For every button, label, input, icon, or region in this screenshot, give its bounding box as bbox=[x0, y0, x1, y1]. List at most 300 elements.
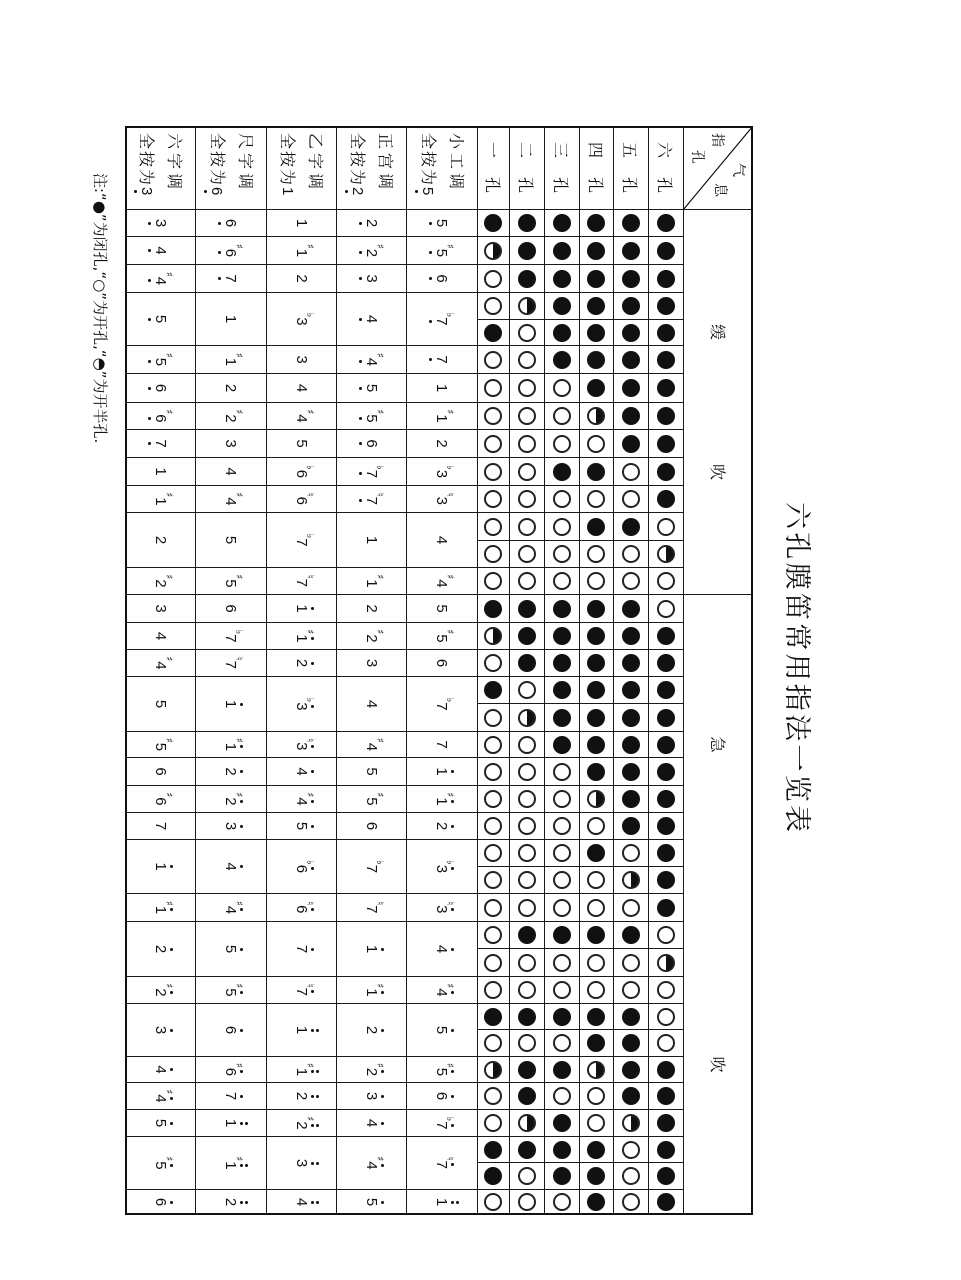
fingering-cell bbox=[648, 677, 683, 704]
note-value bbox=[294, 659, 309, 667]
hole-row-label bbox=[509, 126, 544, 210]
closed-hole-icon bbox=[485, 681, 503, 699]
key-row-label bbox=[266, 126, 336, 210]
note-digit: 3 bbox=[222, 439, 240, 448]
high-octave-dot bbox=[311, 1070, 314, 1073]
note-digit: 4 bbox=[224, 906, 239, 914]
fingering-cell bbox=[579, 595, 613, 623]
fingering-cell bbox=[544, 758, 579, 786]
note-value bbox=[222, 574, 245, 588]
closed-hole-icon bbox=[553, 736, 571, 754]
open-hole-icon bbox=[485, 871, 503, 889]
fingering-cell bbox=[613, 1004, 648, 1030]
low-octave-dot bbox=[148, 279, 151, 282]
high-octave-dot bbox=[452, 1201, 455, 1204]
open-hole-icon bbox=[485, 270, 503, 288]
accidental-sign: ♯ bbox=[304, 1062, 315, 1068]
high-octave-dot bbox=[311, 770, 314, 773]
accidental-sign: ♭ bbox=[374, 464, 385, 470]
closed-hole-icon bbox=[622, 1087, 640, 1105]
note-value bbox=[293, 792, 315, 806]
open-hole-icon bbox=[485, 351, 503, 369]
high-octave-dot bbox=[311, 1095, 314, 1098]
note-digit: 5 bbox=[153, 1161, 168, 1169]
closed-hole-icon bbox=[657, 435, 675, 453]
closed-hole-icon bbox=[588, 627, 606, 645]
fingering-cell bbox=[544, 1137, 579, 1163]
accidental-sign: ♯ bbox=[304, 1116, 315, 1122]
note-cell bbox=[336, 1190, 406, 1215]
key-base-note bbox=[133, 133, 161, 195]
fingering-cell bbox=[544, 403, 579, 430]
note-digit: 4 bbox=[222, 467, 240, 476]
note-value bbox=[435, 740, 450, 748]
high-octave-dot bbox=[381, 1070, 384, 1073]
closed-hole-icon bbox=[657, 242, 675, 260]
open-hole-icon bbox=[518, 518, 536, 536]
note-value bbox=[222, 629, 245, 643]
note-cell bbox=[195, 346, 266, 374]
note-value bbox=[224, 700, 239, 708]
note-value bbox=[435, 1092, 450, 1100]
note-value bbox=[224, 862, 239, 870]
closed-hole-icon bbox=[657, 627, 675, 645]
note-digit: 4 bbox=[363, 742, 380, 752]
note-digit: 2 bbox=[152, 579, 169, 588]
note-digit: 3 bbox=[364, 274, 379, 282]
note-digit: 1 bbox=[294, 634, 309, 642]
note-digit: 5 bbox=[153, 1119, 168, 1127]
open-hole-icon bbox=[485, 379, 503, 397]
note-value bbox=[293, 697, 315, 711]
note-value bbox=[363, 574, 385, 588]
note-cell bbox=[406, 210, 477, 237]
accidental-sign: ♯ bbox=[233, 900, 245, 906]
note-value bbox=[364, 945, 379, 953]
note-digit: 4 bbox=[293, 414, 310, 423]
note-value bbox=[363, 1062, 385, 1077]
note-cell bbox=[125, 677, 195, 732]
note-digit: 5 bbox=[293, 439, 310, 448]
note-digit: 6 bbox=[152, 797, 169, 806]
fingering-cell bbox=[613, 486, 648, 513]
note-digit: 1 bbox=[152, 467, 169, 476]
fingering-cell bbox=[477, 1057, 509, 1083]
fingering-cell bbox=[544, 650, 579, 677]
high-octave-dot bbox=[381, 1164, 384, 1167]
closed-hole-icon bbox=[518, 600, 536, 618]
low-octave-dot bbox=[430, 222, 433, 225]
half-hole-icon bbox=[485, 1061, 503, 1079]
fingering-cell bbox=[509, 867, 544, 894]
open-hole-icon bbox=[553, 817, 571, 835]
note-digit: 3 bbox=[364, 1092, 379, 1100]
note-value bbox=[153, 439, 168, 447]
open-hole-icon bbox=[518, 954, 536, 972]
closed-hole-icon bbox=[588, 270, 606, 288]
high-octave-dot bbox=[316, 1070, 319, 1073]
fingering-cell bbox=[648, 1137, 683, 1163]
fingering-cell bbox=[648, 1030, 683, 1057]
note-digit: 2 bbox=[364, 219, 379, 227]
fingering-cell bbox=[509, 1163, 544, 1190]
fingering-cell bbox=[648, 486, 683, 513]
note-digit: 7 bbox=[363, 905, 380, 914]
note-cell bbox=[266, 1190, 336, 1215]
high-octave-dot bbox=[452, 1029, 455, 1032]
note-value bbox=[293, 901, 315, 914]
note-value bbox=[364, 439, 379, 447]
note-digit: 6 bbox=[152, 767, 169, 776]
note-digit: 1 bbox=[364, 945, 379, 953]
breath-header-char: 气 bbox=[730, 163, 746, 177]
low-octave-dot bbox=[359, 442, 362, 445]
high-octave-dot bbox=[316, 1029, 319, 1032]
note-value bbox=[153, 1198, 168, 1206]
fingering-cell bbox=[648, 458, 683, 486]
fingering-cell bbox=[613, 403, 648, 430]
note-value bbox=[435, 274, 450, 282]
closed-hole-icon bbox=[518, 214, 536, 232]
fingering-cell bbox=[579, 1163, 613, 1190]
hole-label-char: 孔 bbox=[620, 177, 640, 194]
note-digit: 1 bbox=[363, 535, 380, 545]
note-value bbox=[224, 767, 239, 775]
note-value bbox=[153, 1119, 168, 1127]
hole-label-char: 五 bbox=[620, 141, 640, 158]
note-digit: 6 bbox=[435, 1092, 450, 1100]
fingering-cell bbox=[648, 374, 683, 403]
note-value bbox=[293, 984, 315, 996]
closed-hole-icon bbox=[588, 844, 606, 862]
note-value bbox=[364, 700, 379, 708]
closed-hole-icon bbox=[553, 214, 571, 232]
note-digit: 2 bbox=[294, 659, 309, 667]
fingering-cell bbox=[477, 1110, 509, 1137]
closed-hole-icon bbox=[553, 242, 571, 260]
open-hole-icon bbox=[485, 926, 503, 944]
note-cell bbox=[266, 977, 336, 1004]
note-value bbox=[294, 274, 309, 282]
note-value bbox=[224, 945, 239, 953]
note-digit: 4 bbox=[153, 1094, 168, 1102]
half-hole-icon bbox=[657, 954, 675, 972]
note-cell bbox=[195, 237, 266, 265]
fingering-cell bbox=[613, 1110, 648, 1137]
note-digit: 1 bbox=[152, 497, 169, 506]
hole-label-char: 孔 bbox=[551, 177, 571, 194]
note-digit: 1 bbox=[363, 579, 380, 588]
half-hole-icon bbox=[485, 627, 503, 645]
fingering-cell bbox=[544, 867, 579, 894]
note-cell bbox=[406, 1083, 477, 1110]
closed-hole-icon bbox=[657, 899, 675, 917]
note-cell bbox=[406, 595, 477, 623]
fingering-cell bbox=[509, 623, 544, 650]
open-hole-icon bbox=[485, 763, 503, 781]
note-value bbox=[152, 271, 174, 286]
closed-hole-icon bbox=[553, 1008, 571, 1026]
note-cell bbox=[406, 458, 477, 486]
note-value bbox=[153, 536, 168, 544]
high-octave-dot bbox=[311, 637, 314, 640]
open-hole-icon bbox=[588, 490, 606, 508]
note-digit: 4 bbox=[363, 699, 380, 709]
closed-hole-icon bbox=[622, 270, 640, 288]
fingering-cell bbox=[613, 595, 648, 623]
note-digit: 3 bbox=[139, 187, 154, 195]
document-title: 六孔膜笛常用指法一览表 bbox=[781, 502, 812, 836]
note-value bbox=[364, 219, 379, 227]
note-value bbox=[293, 533, 315, 547]
note-digit: 4 bbox=[364, 1119, 379, 1127]
note-cell bbox=[406, 813, 477, 840]
note-value bbox=[222, 983, 245, 997]
high-octave-dot bbox=[170, 1097, 173, 1100]
accidental-sign: ♯ bbox=[374, 737, 385, 743]
closed-hole-icon bbox=[588, 214, 606, 232]
closed-hole-icon bbox=[657, 1114, 675, 1132]
low-octave-dot bbox=[148, 249, 151, 252]
note-value bbox=[294, 355, 309, 363]
note-cell bbox=[125, 786, 195, 813]
note-cell bbox=[195, 813, 266, 840]
fingering-cell bbox=[477, 786, 509, 813]
open-hole-icon bbox=[485, 297, 503, 315]
open-hole-icon bbox=[622, 981, 640, 999]
note-digit: 7 bbox=[435, 355, 450, 363]
note-cell bbox=[195, 1137, 266, 1190]
accidental-sign: ♭ bbox=[304, 697, 315, 703]
note-digit: 1 bbox=[294, 604, 309, 612]
note-digit: 2 bbox=[222, 414, 240, 423]
fingering-cell bbox=[579, 732, 613, 758]
fingering-cell bbox=[613, 1030, 648, 1057]
fingering-cell bbox=[579, 430, 613, 458]
fingering-cell bbox=[544, 704, 579, 732]
note-cell bbox=[195, 650, 266, 677]
closed-hole-icon bbox=[657, 407, 675, 425]
note-value bbox=[152, 1089, 174, 1103]
note-value bbox=[363, 1156, 385, 1170]
fingering-cell bbox=[509, 293, 544, 320]
note-value bbox=[293, 312, 315, 326]
note-cell bbox=[195, 486, 266, 513]
accidental-sign: ♯ bbox=[444, 792, 456, 798]
accidental-sign: ♯ bbox=[444, 574, 456, 580]
fingering-cell bbox=[509, 704, 544, 732]
note-digit: 7 bbox=[153, 439, 168, 447]
note-cell bbox=[406, 486, 477, 513]
accidental-sign: ♭ bbox=[444, 464, 456, 470]
high-octave-dot bbox=[311, 1162, 314, 1165]
high-octave-dot bbox=[241, 1201, 244, 1204]
note-digit: 5 bbox=[363, 797, 380, 806]
high-octave-dot bbox=[452, 991, 455, 994]
note-value bbox=[153, 1026, 168, 1034]
low-octave-dot bbox=[219, 277, 222, 280]
note-digit: 7 bbox=[435, 1121, 450, 1129]
key-base-note bbox=[344, 133, 372, 195]
fingering-cell bbox=[579, 1137, 613, 1163]
note-cell bbox=[125, 568, 195, 595]
note-digit: 4 bbox=[152, 631, 169, 641]
note-digit: 4 bbox=[153, 246, 168, 254]
note-value bbox=[433, 697, 456, 711]
note-cell bbox=[195, 430, 266, 458]
high-octave-dot bbox=[241, 745, 244, 748]
note-digit: 2 bbox=[363, 604, 380, 613]
high-octave-dot bbox=[311, 662, 314, 665]
note-digit: 5 bbox=[435, 219, 450, 227]
note-value bbox=[363, 464, 385, 479]
note-digit: 2 bbox=[152, 535, 169, 545]
note-digit: 3 bbox=[294, 1159, 309, 1167]
fingering-cell bbox=[648, 541, 683, 568]
accidental-sign: ♯ bbox=[374, 243, 385, 249]
fingering-cell bbox=[613, 758, 648, 786]
note-digit: 6 bbox=[293, 469, 310, 479]
fingering-cell bbox=[579, 210, 613, 237]
note-cell bbox=[195, 786, 266, 813]
note-cell bbox=[266, 210, 336, 237]
note-cell bbox=[125, 1137, 195, 1190]
fingering-cell bbox=[613, 650, 648, 677]
fingering-cell bbox=[579, 786, 613, 813]
fingering-cell bbox=[648, 568, 683, 595]
fingering-cell bbox=[509, 1190, 544, 1215]
note-value bbox=[152, 656, 174, 670]
note-digit: 3 bbox=[224, 822, 239, 830]
note-value bbox=[294, 1026, 309, 1034]
note-digit: 3 bbox=[152, 604, 169, 613]
note-cell bbox=[195, 922, 266, 977]
note-cell bbox=[195, 977, 266, 1004]
closed-hole-icon bbox=[518, 1061, 536, 1079]
closed-hole-icon bbox=[518, 1087, 536, 1105]
closed-hole-icon bbox=[657, 1193, 675, 1211]
note-cell bbox=[336, 623, 406, 650]
closed-hole-icon bbox=[622, 790, 640, 808]
closed-hole-icon bbox=[588, 463, 606, 481]
closed-hole-icon bbox=[553, 1061, 571, 1079]
fingering-cell bbox=[544, 840, 579, 867]
note-digit: 2 bbox=[222, 383, 240, 393]
note-cell bbox=[125, 486, 195, 513]
note-cell bbox=[336, 1004, 406, 1057]
note-value bbox=[153, 467, 168, 475]
note-cell bbox=[195, 265, 266, 293]
fingering-cell bbox=[613, 265, 648, 293]
note-digit: 4 bbox=[222, 497, 240, 506]
open-hole-icon bbox=[622, 463, 640, 481]
note-digit: 5 bbox=[224, 945, 239, 953]
fingering-cell bbox=[613, 1163, 648, 1190]
note-digit: 1 bbox=[293, 218, 310, 228]
open-hole-icon bbox=[518, 871, 536, 889]
fingering-cell bbox=[648, 786, 683, 813]
note-digit: 3 bbox=[363, 658, 380, 668]
half-hole-icon bbox=[518, 1114, 536, 1132]
note-value bbox=[152, 492, 174, 506]
note-value bbox=[222, 243, 245, 258]
open-hole-icon bbox=[485, 790, 503, 808]
note-value bbox=[222, 900, 245, 915]
fingering-cell bbox=[579, 320, 613, 346]
high-octave-dot bbox=[246, 1201, 249, 1204]
open-hole-icon bbox=[657, 572, 675, 590]
fingering-cell bbox=[613, 786, 648, 813]
note-cell bbox=[266, 922, 336, 977]
breath-section bbox=[683, 210, 753, 595]
accidental-sign: ♯ bbox=[374, 983, 385, 989]
fingering-cell bbox=[544, 1030, 579, 1057]
high-octave-dot bbox=[170, 948, 173, 951]
low-octave-dot bbox=[148, 387, 151, 390]
breath-label-char: 缓 bbox=[708, 323, 727, 340]
note-digit: 4 bbox=[364, 315, 379, 323]
note-digit: 3 bbox=[293, 355, 310, 364]
note-value bbox=[153, 219, 168, 227]
fingering-cell bbox=[477, 1163, 509, 1190]
closed-hole-icon bbox=[622, 351, 640, 369]
fingering-cell bbox=[509, 650, 544, 677]
hole-row-label bbox=[613, 126, 648, 210]
open-hole-icon bbox=[485, 817, 503, 835]
fingering-cell bbox=[544, 1083, 579, 1110]
open-hole-icon bbox=[657, 518, 675, 536]
fingering-cell bbox=[579, 1030, 613, 1057]
fingering-cell bbox=[544, 977, 579, 1004]
fingering-cell bbox=[648, 758, 683, 786]
fingering-cell bbox=[544, 458, 579, 486]
note-value bbox=[153, 632, 168, 640]
note-cell bbox=[336, 977, 406, 1004]
note-digit: 5 bbox=[364, 414, 379, 422]
fingering-cell bbox=[579, 346, 613, 374]
fingering-table bbox=[125, 126, 753, 1215]
low-octave-dot bbox=[359, 387, 362, 390]
fingering-cell bbox=[613, 949, 648, 977]
high-octave-dot bbox=[311, 990, 314, 993]
low-octave-dot bbox=[205, 190, 208, 193]
note-cell bbox=[406, 1190, 477, 1215]
note-digit: 1 bbox=[435, 797, 450, 805]
fingering-cell bbox=[648, 595, 683, 623]
high-octave-dot bbox=[316, 1201, 319, 1204]
header-corner-cell bbox=[683, 126, 753, 210]
note-digit: 4 bbox=[433, 579, 451, 588]
accidental-sign: ♭ bbox=[374, 859, 385, 865]
note-value bbox=[152, 900, 174, 915]
note-cell bbox=[336, 595, 406, 623]
note-cell bbox=[336, 922, 406, 977]
note-digit: 2 bbox=[350, 187, 365, 195]
high-octave-dot bbox=[241, 1070, 244, 1073]
breath-label-char: 吹 bbox=[708, 1056, 727, 1073]
note-value bbox=[153, 315, 168, 323]
closed-hole-icon bbox=[553, 270, 571, 288]
fingering-cell bbox=[613, 867, 648, 894]
half-hole-icon bbox=[518, 297, 536, 315]
note-digit: 4 bbox=[294, 797, 309, 805]
open-hole-icon bbox=[518, 817, 536, 835]
low-octave-dot bbox=[430, 320, 433, 323]
closed-hole-icon bbox=[657, 297, 675, 315]
open-hole-icon bbox=[657, 981, 675, 999]
note-value bbox=[153, 767, 168, 775]
note-digit: 5 bbox=[435, 1068, 450, 1076]
